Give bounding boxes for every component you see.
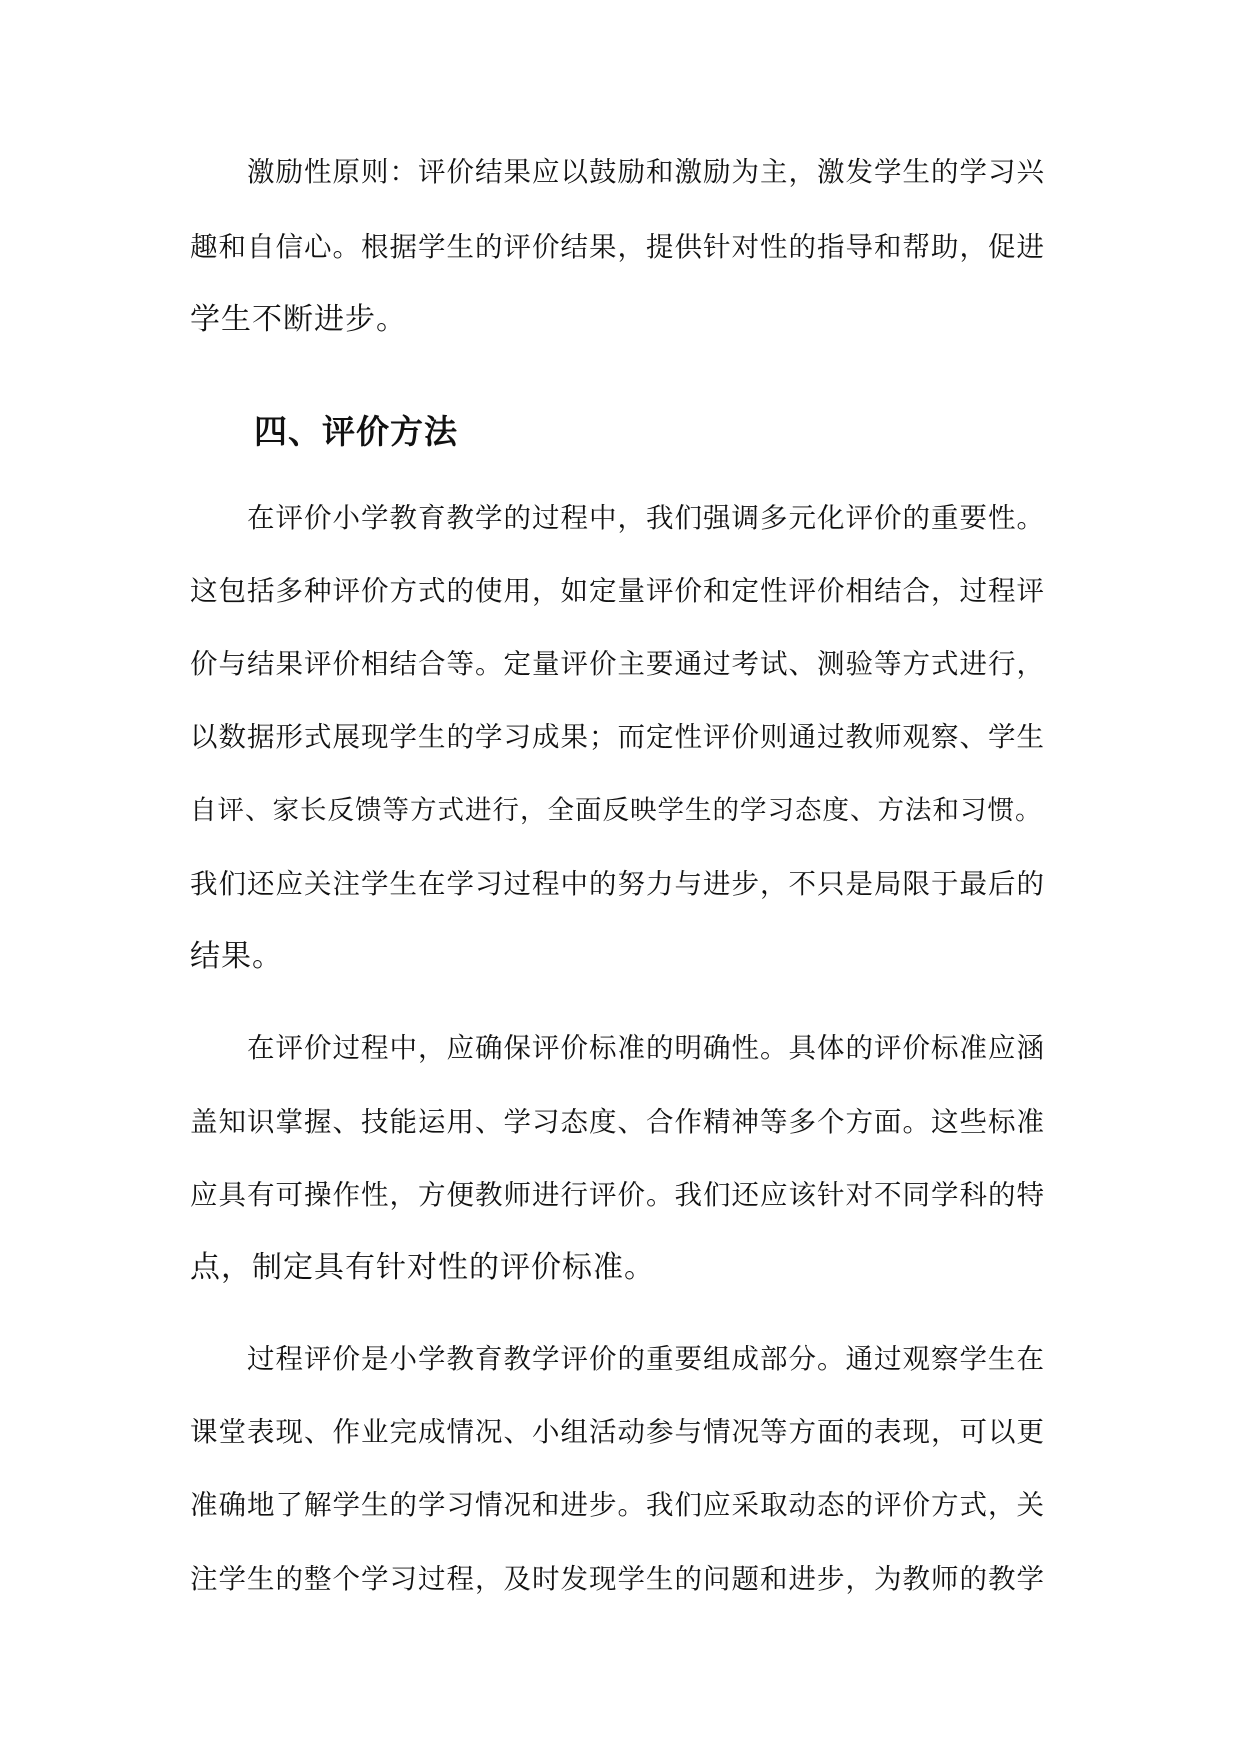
paragraph-line: 应具有可操作性，方便教师进行评价。我们还应该针对不同学科的特 [190, 1179, 1045, 1211]
paragraph-line: 趣和自信心。根据学生的评价结果，提供针对性的指导和帮助，促进 [190, 231, 1045, 263]
paragraph-line: 我们还应关注学生在学习过程中的努力与进步，不只是局限于最后的 [190, 868, 1045, 900]
paragraph-line: 注学生的整个学习过程，及时发现学生的问题和进步，为教师的教学 [190, 1563, 1045, 1595]
paragraph-line: 在评价过程中，应确保评价标准的明确性。具体的评价标准应涵 [247, 1032, 1045, 1064]
section-heading: 四、评价方法 [254, 412, 458, 451]
paragraph-line: 以数据形式展现学生的学习成果；而定性评价则通过教师观察、学生 [190, 721, 1045, 753]
paragraph-line: 盖知识掌握、技能运用、学习态度、合作精神等多个方面。这些标准 [190, 1106, 1045, 1138]
paragraph-line: 点，制定具有针对性的评价标准。 [190, 1250, 655, 1285]
paragraph-line: 准确地了解学生的学习情况和进步。我们应采取动态的评价方式，关 [190, 1489, 1045, 1521]
paragraph-line: 在评价小学教育教学的过程中，我们强调多元化评价的重要性。 [247, 502, 1045, 534]
paragraph-line: 课堂表现、作业完成情况、小组活动参与情况等方面的表现，可以更 [190, 1416, 1045, 1448]
paragraph-line: 这包括多种评价方式的使用，如定量评价和定性评价相结合，过程评 [190, 575, 1045, 607]
paragraph-line: 自评、家长反馈等方式进行，全面反映学生的学习态度、方法和习惯。 [190, 795, 1043, 826]
paragraph-line: 价与结果评价相结合等。定量评价主要通过考试、测验等方式进行， [190, 648, 1045, 680]
paragraph-line: 结果。 [190, 939, 283, 974]
paragraph-line: 过程评价是小学教育教学评价的重要组成部分。通过观察学生在 [247, 1343, 1045, 1375]
paragraph-line: 学生不断进步。 [190, 302, 407, 337]
paragraph-line: 激励性原则：评价结果应以鼓励和激励为主，激发学生的学习兴 [247, 156, 1045, 188]
